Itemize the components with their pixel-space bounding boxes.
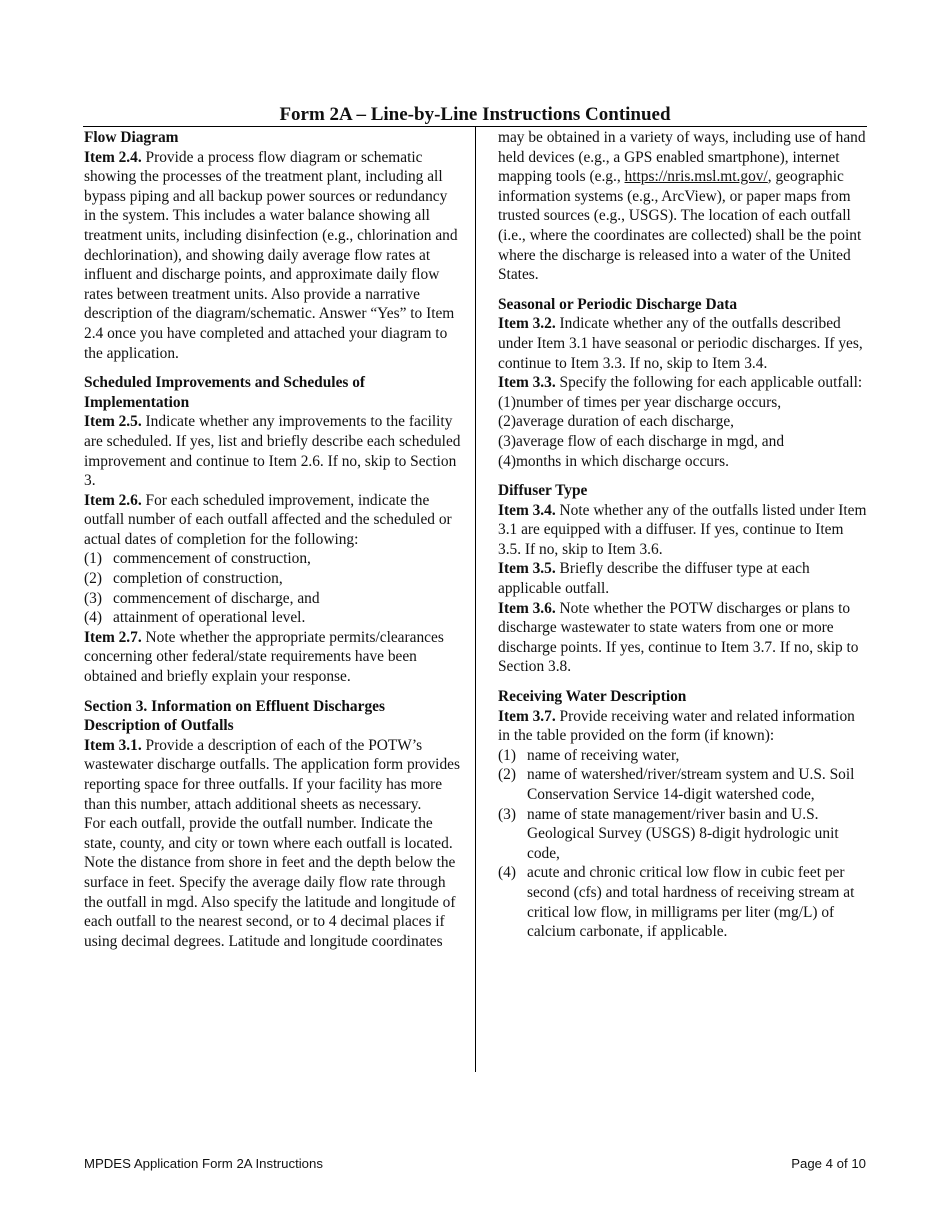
item-label: Item 3.3. (498, 374, 556, 392)
item-text: Note whether the appropriate permits/clearances concerning other federal/state requirements have been obtained and briefly explain your response. (84, 628, 444, 686)
list-item: (3) commencement of discharge, and (84, 589, 320, 607)
item-label: Item 2.6. (84, 491, 142, 509)
outfall-paragraph: For each outfall, provide the outfall number. Indicate the state, county, and city or town where each outfall is located. Note the distance from shore in feet and the depth below the surface in feet. Specify the average daily flow rate through the outfall in mgd. Also specify the latitude and longitude of each outfall to the nearest second, or to 4 decimal places if using decimal degrees. Latitude and longitude coordinates (84, 815, 456, 950)
item-3-1 (84, 736, 462, 814)
list-item: (2) completion of construction, (84, 570, 283, 588)
right-column (498, 128, 868, 942)
list-item: (1) name of receiving water, (498, 746, 680, 764)
list-item: (2)average duration of each discharge, (498, 413, 735, 431)
list-item: (3) name of state management/river basin and U.S. Geological Survey (USGS) 8-digit hydrologic unit code, (498, 805, 839, 862)
column-divider (475, 127, 476, 1072)
item-label: Item 2.5. (84, 413, 142, 431)
footer-page-number: Page 4 of 10 (791, 1156, 866, 1171)
item-3-3-list (498, 393, 868, 471)
section-3-heading: Section 3. Information on Effluent Discharges (84, 697, 385, 715)
continued-paragraph: may be obtained in a variety of ways, including use of hand held devices (e.g., a GPS enabled smartphone), internet mapping tools (e.g., https://nris.msl.mt.gov/, geographic information systems (e.g., ArcView), or paper maps from trusted sources (e.g., USGS). The location of each outfall (i.e., where the coordinates are collected) shall be the point where the discharge is released into a water of the United States. (498, 129, 866, 284)
item-label: Item 2.4. (84, 148, 142, 166)
item-3-2 (498, 314, 868, 373)
item-label: Item 2.7. (84, 628, 142, 646)
item-text: Note whether any of the outfalls listed under Item 3.1 are equipped with a diffuser. If yes, continue to Item 3.5. If no, skip to Item 3.6. (498, 501, 867, 558)
item-text: Indicate whether any improvements to the facility are scheduled. If yes, list and briefly describe each scheduled improvement and continue to Item 2.6. If no, skip to Section 3. (84, 413, 461, 490)
seasonal-discharge-heading: Seasonal or Periodic Discharge Data (498, 295, 738, 313)
item-2-4 (84, 148, 462, 364)
page-title: Form 2A – Line-by-Line Instructions Continued (279, 104, 671, 125)
item-text: Briefly describe the diffuser type at each applicable outfall. (498, 560, 810, 598)
item-label: Item 3.5. (498, 560, 556, 578)
flow-diagram-heading: Flow Diagram (84, 129, 179, 146)
receiving-water-heading: Receiving Water Description (498, 688, 687, 706)
item-3-6 (498, 599, 868, 677)
item-label: Item 3.4. (498, 501, 556, 519)
list-item: (4)months in which discharge occurs. (498, 452, 729, 470)
list-item: (4) acute and chronic critical low flow in cubic feet per second (cfs) and total hardness of receiving stream at critical low flow, in milligrams per liter (mg/L) of calcium carbonate, if applicable. (498, 864, 855, 941)
item-text: Provide a description of each of the POTW’s wastewater discharge outfalls. The application form provides reporting space for three outfalls. If your facility has more than this number, attach additional sheets as necessary. (84, 736, 460, 813)
list-item: (1) commencement of construction, (84, 550, 311, 568)
item-label: Item 3.2. (498, 315, 556, 333)
list-item: (1)number of times per year discharge occurs, (498, 393, 782, 411)
left-column (84, 128, 462, 951)
item-2-7 (84, 628, 462, 687)
description-of-outfalls-heading: Description of Outfalls (84, 717, 234, 735)
item-text: Indicate whether any of the outfalls described under Item 3.1 have seasonal or periodic discharges. If yes, continue to Item 3.3. If no, skip to Item 3.4. (498, 315, 863, 372)
item-3-4 (498, 501, 868, 560)
item-3-3 (498, 373, 868, 393)
scheduled-improvements-heading: Scheduled Improvements and Schedules of Implementation (84, 374, 366, 411)
item-text: Provide receiving water and related information in the table provided on the form (if known): (498, 707, 855, 745)
item-3-7 (498, 707, 868, 746)
item-3-5 (498, 559, 868, 598)
item-2-5 (84, 412, 462, 490)
item-text: For each scheduled improvement, indicate the outfall number of each outfall affected and the scheduled or actual dates of completion for the following: (84, 491, 452, 548)
footer-document-title: MPDES Application Form 2A Instructions (84, 1156, 323, 1171)
item-label: Item 3.7. (498, 707, 556, 725)
item-3-7-list (498, 746, 868, 942)
list-item: (4) attainment of operational level. (84, 609, 306, 627)
list-item: (2) name of watershed/river/stream system and U.S. Soil Conservation Service 14-digit watershed code, (498, 766, 855, 803)
item-text: Specify the following for each applicable outfall: (555, 374, 863, 392)
item-label: Item 3.1. (84, 736, 142, 754)
list-item: (3)average flow of each discharge in mgd, and (498, 432, 785, 450)
item-text: Note whether the POTW discharges or plans to discharge wastewater to state waters from one or more discharge points. If yes, continue to Item 3.7. If no, skip to Section 3.8. (498, 599, 859, 676)
item-2-6 (84, 491, 462, 550)
item-text: Provide a process flow diagram or schematic showing the processes of the treatment plant, including all bypass piping and all backup power sources or redundancy in the system. This includes a water balance showing all treatment units, including disinfection (e.g., chlorination and dechlorination), and showing daily average flow rates at influent and discharge points, and approximate daily flow rates between treatment units. Also provide a narrative description of the diagram/schematic. Answer “Yes” to Item 2.4 once you have completed and attached your diagram to the application. (84, 148, 458, 362)
nris-link[interactable]: https://nris.msl.mt.gov/ (624, 168, 768, 186)
item-2-6-list (84, 549, 462, 627)
item-label: Item 3.6. (498, 599, 556, 617)
diffuser-type-heading: Diffuser Type (498, 482, 588, 500)
